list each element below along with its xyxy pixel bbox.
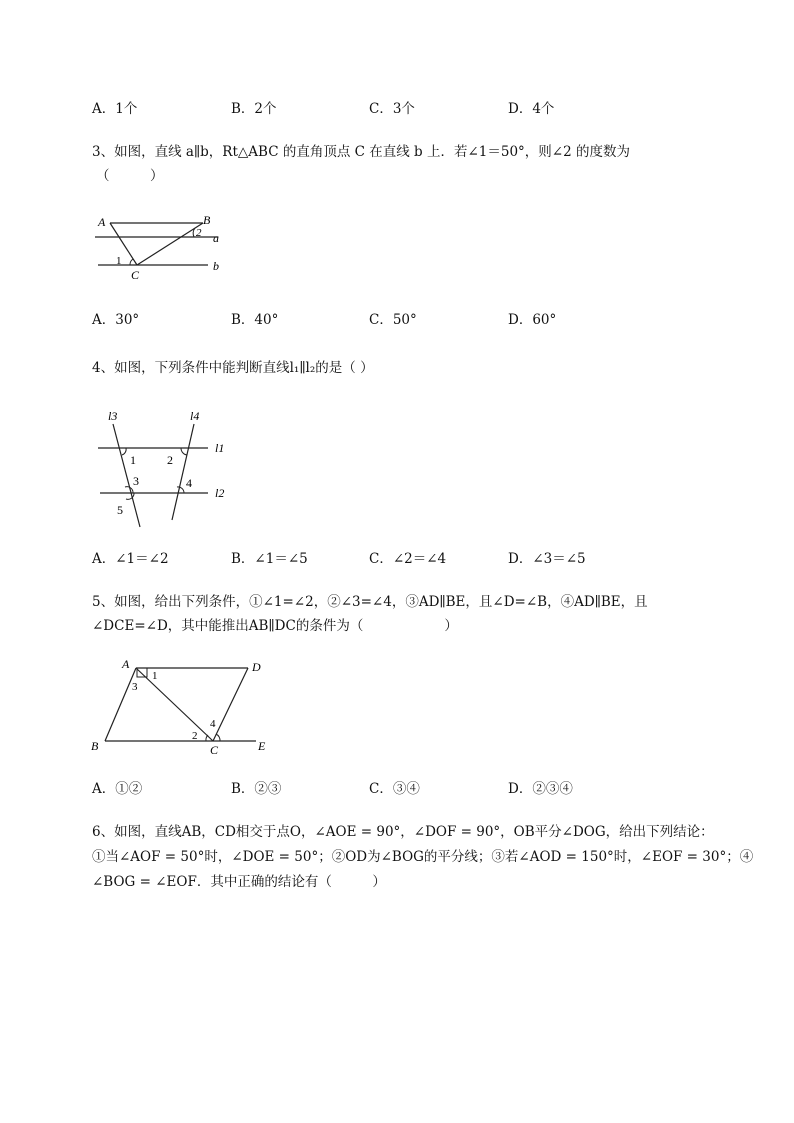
q5-label-a: A xyxy=(122,657,130,671)
q6-line2: ①当∠AOF = 50°时，∠DOE = 50°；②OD为∠BOG的平分线；③若∠AOD = 150°时，∠EOF = 30°；④ xyxy=(92,849,754,865)
q4-option-a: A．∠1＝∠2 xyxy=(92,551,169,567)
q5-label-c: C xyxy=(210,743,219,757)
q5-figure xyxy=(88,655,278,760)
q4-label-l4: l4 xyxy=(190,409,200,423)
q2-option-a: A．1个 xyxy=(92,101,138,117)
q5-option-c: C．③④ xyxy=(369,781,420,797)
q5-stem-line2: ∠DCE=∠D，其中能推出AB∥DC的条件为（ ） xyxy=(92,618,458,634)
q3-label-angle2: 2 xyxy=(196,227,202,239)
q3-figure xyxy=(90,210,230,285)
q4-label-l2: l2 xyxy=(215,486,225,500)
q5-label-b: B xyxy=(91,739,99,753)
q4-label-angle3: 3 xyxy=(133,474,139,488)
q5-option-d: D．②③④ xyxy=(508,781,573,797)
q3-option-a: A．30° xyxy=(92,312,140,328)
q5-label-e: E xyxy=(258,739,266,753)
q5-label-angle4: 4 xyxy=(210,718,216,730)
q3-label-line-a: a xyxy=(213,231,219,245)
q6-line1: 6、如图，直线AB，CD相交于点O，∠AOE = 90°，∠DOF = 90°，OB平分∠DOG，给出下列结论： xyxy=(92,824,714,840)
q4-figure xyxy=(90,402,240,532)
q3-label-a-vertex: A xyxy=(98,215,106,229)
q3-label-c-vertex: C xyxy=(131,268,140,282)
q5-label-d: D xyxy=(252,660,261,674)
q4-stem: 4、如图，下列条件中能判断直线l₁∥l₂的是（ ） xyxy=(92,360,374,376)
q6-line3: ∠BOG = ∠EOF．其中正确的结论有（ ） xyxy=(92,874,386,890)
q3-label-angle1: 1 xyxy=(116,255,122,267)
q5-label-angle1: 1 xyxy=(152,670,158,682)
q2-option-c: C．3个 xyxy=(369,101,415,117)
q3-option-d: D．60° xyxy=(508,312,557,328)
q5-option-a: A．①② xyxy=(92,781,143,797)
q2-option-d: D．4个 xyxy=(508,101,555,117)
q3-blank: （ ） xyxy=(96,168,164,184)
q4-option-b: B．∠1＝∠5 xyxy=(231,551,308,567)
q4-label-l1: l1 xyxy=(215,441,225,455)
q4-option-c: C．∠2＝∠4 xyxy=(369,551,447,567)
q4-label-angle2: 2 xyxy=(167,453,173,467)
q4-label-angle5: 5 xyxy=(117,503,123,517)
q2-option-b: B．2个 xyxy=(231,101,277,117)
q5-stem-line1: 5、如图，给出下列条件，①∠1=∠2，②∠3=∠4，③AD∥BE，且∠D=∠B，④AD∥BE，且 xyxy=(92,594,648,610)
q5-label-angle2: 2 xyxy=(192,730,198,742)
q3-stem: 3、如图，直线 a∥b，Rt△ABC 的直角顶点 C 在直线 b 上．若∠1＝50°，则∠2 的度数为 xyxy=(92,144,630,160)
q4-option-d: D．∠3＝∠5 xyxy=(508,551,586,567)
q3-option-c: C．50° xyxy=(369,312,417,328)
q4-label-angle1: 1 xyxy=(130,453,136,467)
q4-label-angle4: 4 xyxy=(186,476,192,490)
q4-label-l3: l3 xyxy=(108,409,118,423)
q3-label-line-b: b xyxy=(213,259,219,273)
q3-label-b-vertex: B xyxy=(203,213,211,227)
q5-option-b: B．②③ xyxy=(231,781,282,797)
q5-label-angle3: 3 xyxy=(132,681,138,693)
q3-option-b: B．40° xyxy=(231,312,279,328)
